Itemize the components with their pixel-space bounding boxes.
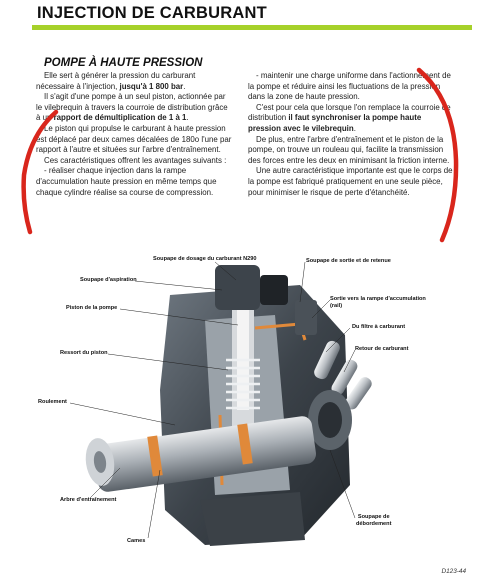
label-suction-valve: Soupape d'aspiration [80,277,137,283]
paragraph: De plus, entre l'arbre d'entraînement et le piston de la pompe, on trouve un rouleau qui, facilite la transmission des forces entre les deux en minimisant la friction interne. [248,134,450,165]
paragraph: Une autre caractéristique importante est que le corps de la pompe est fabriqué pratiquement en une seule pièce, pour minimiser le risque de perte d'étanchéité. [248,166,453,197]
label-piston-spring: Ressort du piston [60,350,108,356]
label-rail-outlet: Sortie vers la rampe d'accumulation (rail) [330,296,426,309]
title-accent-rule [32,25,472,30]
bullet-item: - maintenir une charge uniforme dans l'actionnement de la pompe et réduire ainsi les fluctuations de la pression dans la zone de haute pression. [248,71,451,102]
paragraph: Il s'agit d'une pompe à un seul piston, actionnée par le vilebrequin à travers la courroie de distribution grâce à un rapport de démultiplication de 1 à 1. [36,92,228,123]
left-text-column [36,71,232,198]
dosage-valve-connector [260,275,288,305]
paragraph: Le piston qui propulse le carburant à haute pression est déplacé par deux cames décalées de 180o l'une par rapport à l'autre et situées sur l'arbre d'entraînement. [36,123,232,155]
paragraph: Ces caractéristiques offrent les avantages suivants : [44,155,227,165]
bottom-flange [200,492,305,546]
label-from-filter: Du filtre à carburant [352,324,406,330]
label-outlet-valve: Soupape de sortie et de retenue [306,258,391,264]
piston [237,300,249,410]
label-fuel-return: Retour de carburant [355,346,409,352]
label-dosage-valve: Soupape de dosage du carburant N290 [153,256,257,262]
figure-reference: D123-44 [441,568,466,575]
spring [226,360,260,408]
label-bearing: Roulement [38,399,67,405]
pump-illustration [0,240,480,580]
paragraph: Elle sert à générer la pression du carburant nécessaire à l'injection, jusqu'à 1 800 bar. [36,71,196,91]
page-title: INJECTION DE CARBURANT [37,4,267,22]
label-overflow-valve: Soupape de débordement [356,514,392,527]
right-text-column [248,71,456,198]
outlet-valve-body [295,300,317,335]
label-cams: Cames [127,538,146,544]
label-pump-piston: Piston de la pompe [66,305,118,311]
paragraph: C'est pour cela que lorsque l'on remplace la courroie de distribution il faut synchroniser la pompe haute pression avec le vilebrequin. [248,102,451,133]
dosage-valve-body [215,265,260,310]
label-drive-shaft: Arbre d'entraînement [60,497,117,503]
bullet-item: - réaliser chaque injection dans la rampe d'accumulation haute pression en même temps que chaque cylindre réalise sa course de compression. [36,166,217,197]
pump-cutaway-figure [0,240,480,580]
section-heading: POMPE À HAUTE PRESSION [44,57,203,69]
